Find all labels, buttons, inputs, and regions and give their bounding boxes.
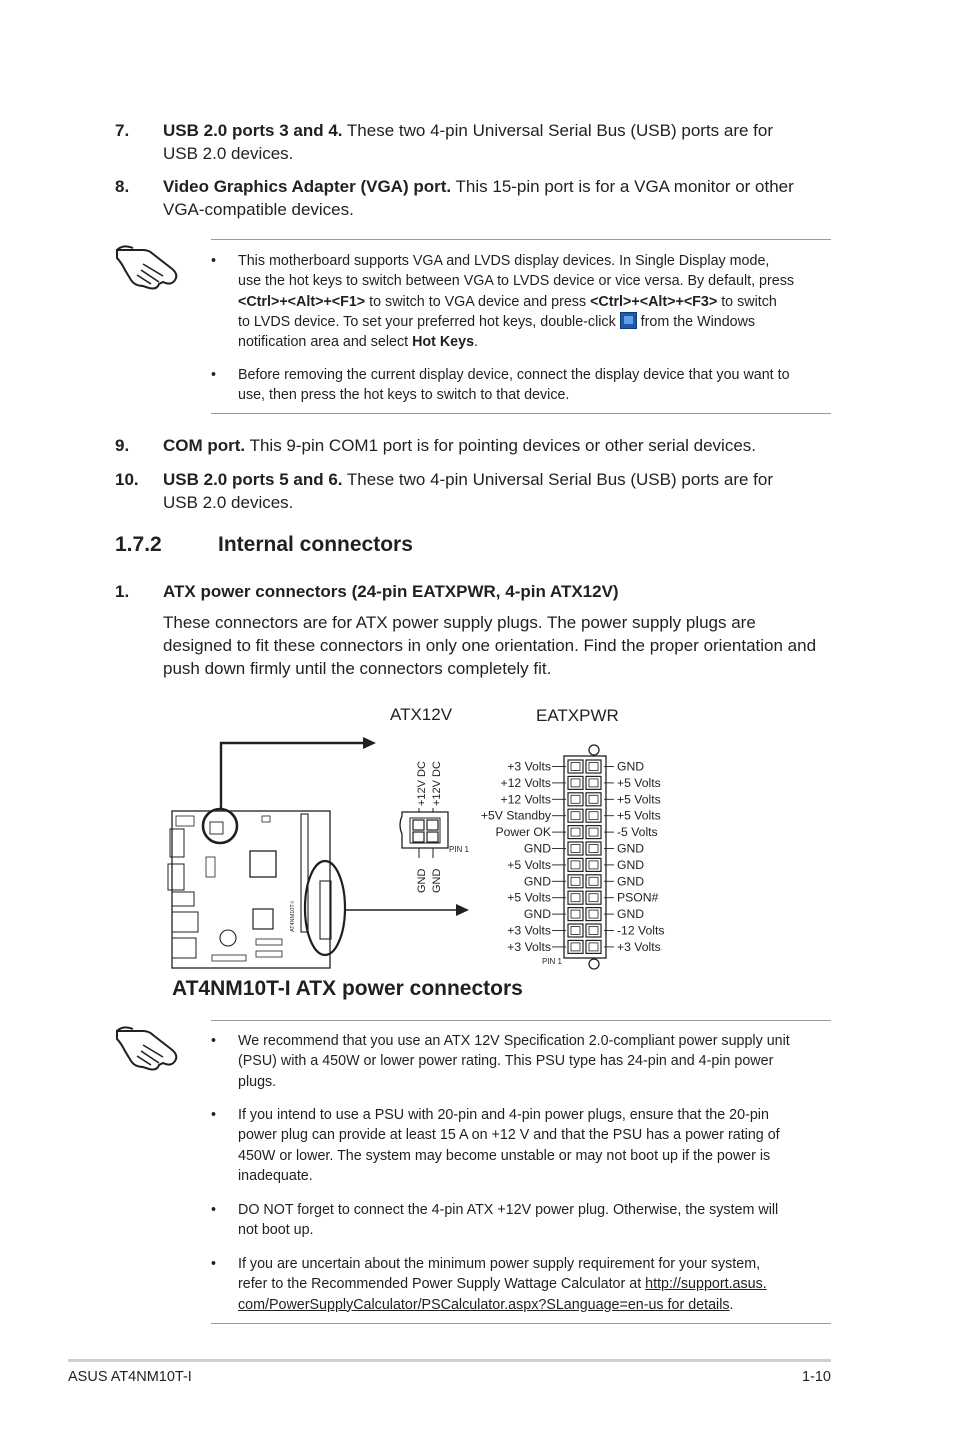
note-bullet	[211, 365, 836, 407]
eatxpwr-pin-socket	[571, 943, 580, 951]
item-lead: COM port.	[163, 436, 246, 455]
eatxpwr-pin-socket	[589, 877, 598, 885]
eatxpwr-pin	[586, 891, 601, 904]
list-item-7	[115, 119, 835, 165]
note-text: from the Windows	[636, 313, 756, 330]
psu-calculator-link[interactable]: http://support.asus.	[645, 1276, 767, 1293]
hotkeys-tray-icon	[620, 312, 637, 329]
eatxpwr-pin	[568, 826, 583, 839]
item-text-cont: USB 2.0 devices.	[163, 493, 294, 512]
eatxpwr-pin	[568, 760, 583, 773]
eatxpwr-pin1-label: PIN 1	[542, 957, 563, 966]
item-text-cont: USB 2.0 devices.	[163, 144, 294, 163]
atx12v-connector	[400, 761, 470, 893]
eatxpwr-pin-socket	[571, 927, 580, 935]
footer-rule	[68, 1359, 831, 1362]
item-text: These two 4-pin Universal Serial Bus (USB) ports are for	[342, 121, 774, 140]
list-item-10	[115, 468, 835, 514]
eatxpwr-pin-socket	[571, 861, 580, 869]
item-text: These two 4-pin Universal Serial Bus (USB) ports are for	[342, 470, 774, 489]
board-model-text: AT4NM10T-I	[290, 901, 296, 932]
item-text: These connectors are for ATX power supply plugs. The power supply plugs are	[163, 613, 756, 632]
eatxpwr-pin-label: -5 Volts	[617, 825, 658, 840]
atx12v-label: ATX12V	[390, 705, 453, 724]
hotkey-vga: <Ctrl>+<Alt>+<F1>	[238, 293, 366, 310]
note-bullet	[211, 1200, 836, 1242]
note-bullet	[211, 1105, 836, 1187]
note-text: DO NOT forget to connect the 4-pin ATX +12V power plug. Otherwise, the system will	[238, 1202, 779, 1218]
eatxpwr-pin-socket	[571, 910, 580, 918]
atx-power-diagram	[0, 690, 954, 990]
eatxpwr-pin	[586, 760, 601, 773]
eatxpwr-pin	[586, 924, 601, 937]
eatxpwr-pin-socket	[589, 894, 598, 902]
note-text: If you intend to use a PSU with 20-pin and 4-pin power plugs, ensure that the 20-pin	[238, 1107, 769, 1123]
item-number: 8.	[115, 177, 130, 196]
list-item-atx	[115, 580, 835, 680]
bullet-dot: •	[211, 367, 217, 383]
item-lead: ATX power connectors (24-pin EATXPWR, 4-pin ATX12V)	[163, 582, 619, 601]
note-text: not boot up.	[238, 1222, 314, 1239]
note-text: .	[729, 1296, 734, 1313]
eatxpwr-pin-label: +5 Volts	[507, 857, 551, 872]
item-text: This 15-pin port is for a VGA monitor or other	[451, 177, 794, 196]
note-text: to LVDS device. To set your preferred hot keys, double-click	[238, 313, 620, 330]
item-number: 10.	[115, 470, 139, 489]
eatxpwr-pin-socket	[571, 795, 580, 803]
item-lead: Video Graphics Adapter (VGA) port.	[163, 177, 452, 196]
eatxpwr-pin-label: GND	[617, 907, 645, 922]
eatxpwr-pin-socket	[589, 763, 598, 771]
eatxpwr-pin	[586, 793, 601, 806]
item-text: push down firmly until the connectors completely fit.	[163, 659, 552, 678]
note-text: If you are uncertain about the minimum power supply requirement for your system,	[238, 1256, 761, 1272]
eatxpwr-pin-socket	[589, 795, 598, 803]
eatxpwr-pin-label: GND	[617, 857, 645, 872]
eatxpwr-pin	[586, 809, 601, 822]
section-title-text: Internal connectors	[218, 533, 413, 556]
bullet-dot: •	[211, 1202, 217, 1218]
eatxpwr-pin	[568, 924, 583, 937]
note-text: power plug can provide at least 15 A on +12 V and that the PSU has a power rating of	[238, 1127, 780, 1144]
note-text: We recommend that you use an ATX 12V Specification 2.0-compliant power supply unit	[238, 1033, 790, 1049]
eatxpwr-pin	[568, 858, 583, 871]
atx12v-pin1-label: PIN 1	[449, 845, 470, 854]
atx12v-pin-label: +12V DC	[431, 761, 443, 806]
item-number: 9.	[115, 436, 130, 455]
section-title	[218, 533, 413, 557]
bullet-dot: •	[211, 253, 217, 269]
eatxpwr-pin	[568, 793, 583, 806]
note-text: to switch	[717, 293, 777, 310]
eatxpwr-pin-label: GND	[617, 759, 645, 774]
eatxpwr-pin-label: +3 Volts	[617, 939, 661, 954]
eatxpwr-pin	[586, 908, 601, 921]
note-top-rule	[211, 239, 831, 240]
eatxpwr-pin	[568, 776, 583, 789]
eatxpwr-label: EATXPWR	[536, 706, 619, 725]
footer-page-number: 1-10	[801, 1369, 831, 1385]
section-number: 1.7.2	[115, 533, 162, 556]
eatxpwr-pin-label: GND	[523, 841, 551, 856]
eatxpwr-pin	[586, 858, 601, 871]
item-number: 7.	[115, 121, 130, 140]
eatxpwr-pin-label: GND	[617, 841, 645, 856]
note-text: notification area and select	[238, 334, 413, 351]
eatxpwr-pin-socket	[571, 845, 580, 853]
note-text: 450W or lower. The system may become unstable or may not boot up if the power is	[238, 1147, 771, 1164]
list-item-8	[115, 175, 835, 221]
eatxpwr-pin-socket	[571, 763, 580, 771]
eatxpwr-pin-label: +5 Volts	[617, 792, 661, 807]
eatxpwr-pin-socket	[571, 894, 580, 902]
eatxpwr-pin-socket	[589, 845, 598, 853]
eatxpwr-pin-label: Power OK	[495, 825, 551, 840]
atx12v-pin-label: +12V DC	[416, 761, 428, 806]
eatxpwr-pin	[586, 776, 601, 789]
eatxpwr-pin-label: +12 Volts	[500, 792, 551, 807]
eatxpwr-pin-socket	[571, 828, 580, 836]
eatxpwr-pin	[586, 842, 601, 855]
bullet-dot: •	[211, 1107, 217, 1123]
note-hand-icon	[113, 240, 183, 292]
item-text: This 9-pin COM1 port is for pointing devices or other serial devices.	[245, 436, 757, 455]
eatxpwr-pin	[568, 842, 583, 855]
eatxpwr-connector	[481, 745, 665, 969]
note-text: (PSU) with a 450W or lower power rating. This PSU type has 24-pin and 4-pin power	[238, 1053, 774, 1070]
bullet-dot: •	[211, 1033, 217, 1049]
eatxpwr-pin-socket	[589, 910, 598, 918]
item-lead: USB 2.0 ports 3 and 4.	[163, 121, 343, 140]
eatxpwr-pin-socket	[571, 779, 580, 787]
note-bullet	[211, 1031, 836, 1093]
note-text: plugs.	[238, 1073, 277, 1090]
eatxpwr-pin	[568, 875, 583, 888]
eatxpwr-pin-socket	[589, 779, 598, 787]
note-bullet	[211, 1254, 836, 1316]
eatxpwr-pointer-arrow	[345, 904, 469, 916]
eatxpwr-pin	[586, 826, 601, 839]
eatxpwr-pin-socket	[589, 861, 598, 869]
psu-calculator-link-cont[interactable]: com/PowerSupplyCalculator/PSCalculator.aspx?SLanguage=en-us for details	[238, 1296, 730, 1313]
eatxpwr-pin-socket	[589, 943, 598, 951]
item-text-cont: VGA-compatible devices.	[163, 200, 354, 219]
eatxpwr-pin-socket	[571, 877, 580, 885]
note-hand-icon	[113, 1021, 183, 1073]
eatxpwr-pin-label: +3 Volts	[507, 923, 551, 938]
note-text: to switch to VGA device and press	[365, 293, 591, 310]
eatxpwr-pin	[568, 908, 583, 921]
eatxpwr-pin	[586, 875, 601, 888]
section-heading	[115, 533, 162, 557]
note-top-rule	[211, 1020, 831, 1021]
item-lead: USB 2.0 ports 5 and 6.	[163, 470, 343, 489]
figure-caption: AT4NM10T-I ATX power connectors	[172, 977, 523, 1000]
eatxpwr-pin-label: GND	[523, 874, 551, 889]
note-bullet	[211, 251, 836, 353]
eatxpwr-pin	[586, 940, 601, 953]
eatxpwr-pin-label: +5 Volts	[617, 775, 661, 790]
eatxpwr-pin-label: +3 Volts	[507, 759, 551, 774]
atx12v-pin-label: GND	[416, 868, 428, 893]
hotkey-lvds: <Ctrl>+<Alt>+<F3>	[590, 293, 718, 310]
eatxpwr-pin-label: +5V Standby	[480, 808, 551, 823]
atx12v-pin-label: GND	[431, 868, 443, 893]
atx12v-pointer-arrow	[221, 737, 376, 808]
eatxpwr-pin-socket	[571, 812, 580, 820]
eatxpwr-pin-label: +5 Volts	[617, 808, 661, 823]
eatxpwr-pin	[568, 809, 583, 822]
item-number: 1.	[115, 582, 130, 601]
note-text: use, then press the hot keys to switch to that device.	[238, 387, 570, 404]
footer-left: ASUS AT4NM10T-I	[68, 1369, 192, 1385]
note-text: Before removing the current display device, connect the display device that you want to	[238, 367, 790, 383]
eatxpwr-pin-label: -12 Volts	[617, 923, 665, 938]
note-text: use the hot keys to switch between VGA to LVDS device or vice versa. By default, press	[238, 273, 795, 290]
item-text: designed to fit these connectors in only one orientation. Find the proper orientation and	[163, 636, 817, 655]
note-text: refer to the Recommended Power Supply Wattage Calculator at	[238, 1276, 646, 1293]
eatxpwr-pin	[568, 891, 583, 904]
eatxpwr-pin-label: +5 Volts	[507, 890, 551, 905]
note-text: inadequate.	[238, 1167, 313, 1184]
note-bottom-rule	[211, 1323, 831, 1324]
note-bottom-rule	[211, 413, 831, 414]
eatxpwr-pin-socket	[589, 812, 598, 820]
eatxpwr-pin-label: GND	[523, 907, 551, 922]
eatxpwr-pin-socket	[589, 828, 598, 836]
note-text: This motherboard supports VGA and LVDS display devices. In Single Display mode,	[238, 253, 770, 269]
eatxpwr-pin-label: +12 Volts	[500, 775, 551, 790]
eatxpwr-pin	[568, 940, 583, 953]
note-text: .	[474, 334, 479, 351]
bullet-dot: •	[211, 1256, 217, 1272]
eatxpwr-pin-label: PSON#	[617, 890, 659, 905]
eatxpwr-pin-label: GND	[617, 874, 645, 889]
note-bold: Hot Keys	[412, 334, 475, 351]
eatxpwr-pin-socket	[589, 927, 598, 935]
eatxpwr-pin-label: +3 Volts	[507, 939, 551, 954]
list-item-9	[115, 434, 835, 458]
